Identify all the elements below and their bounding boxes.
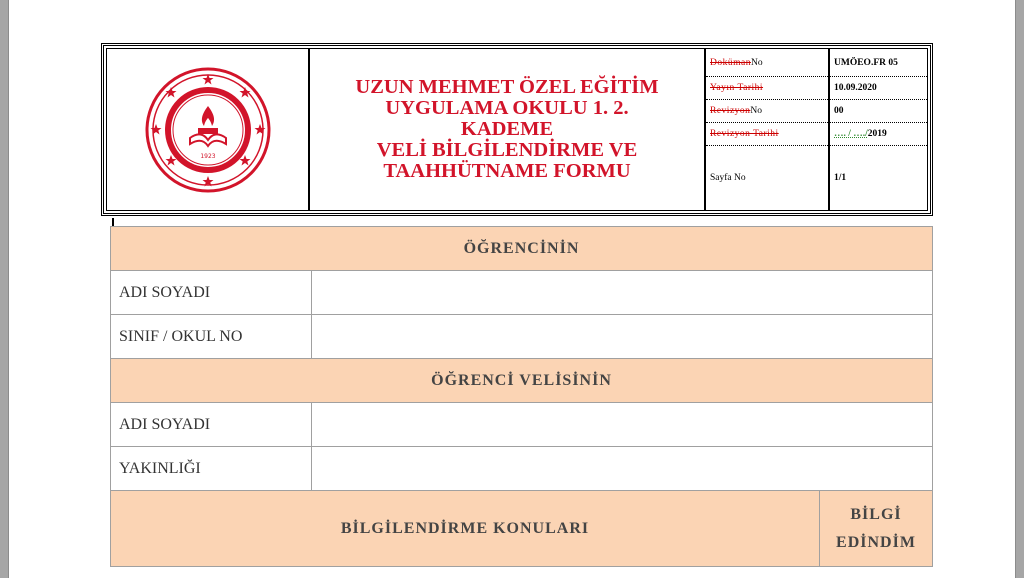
parent-section-row (111, 359, 933, 403)
title-line-5: TAAHHÜTNAME FORMU (383, 160, 631, 182)
form-header-table (101, 43, 933, 216)
meta-labels-column (705, 48, 829, 211)
student-name-field[interactable] (312, 271, 933, 315)
parent-name-field[interactable] (312, 403, 933, 447)
revision-date-blanks: …. / …./ (834, 129, 868, 139)
info-header-line-1: BİLGİ (850, 505, 902, 523)
student-name-row (111, 271, 933, 315)
revision-date-value (830, 123, 927, 146)
student-class-row (111, 315, 933, 359)
publish-date-value: 10.09.2020 (830, 77, 927, 100)
title-line-1: UZUN MEHMET ÖZEL EĞİTİM (355, 76, 659, 98)
info-acquired-header (820, 491, 933, 567)
doc-no-value: UMÖEO.FR 05 (830, 49, 927, 77)
parent-name-row (111, 403, 933, 447)
student-class-label: SINIF / OKUL NO (111, 315, 312, 359)
ministry-seal-cell (106, 48, 309, 211)
student-class-field[interactable] (312, 315, 933, 359)
revision-year: 2019 (867, 129, 887, 139)
parent-relation-row (111, 447, 933, 491)
title-line-3: KADEME (460, 118, 554, 140)
ministry-seal-logo (144, 66, 272, 194)
student-name-label: ADI SOYADI (111, 271, 312, 315)
publish-date-label (706, 77, 828, 100)
form-title-cell (309, 48, 705, 211)
meta-values-column (829, 48, 928, 211)
parent-relation-field[interactable] (312, 447, 933, 491)
student-section-header: ÖĞRENCİNİN (111, 227, 933, 271)
form-title (355, 77, 658, 182)
page-no-label-text: Sayfa No (710, 173, 746, 183)
parent-name-label: ADI SOYADI (111, 403, 312, 447)
doc-label-suffix: No (750, 57, 763, 68)
student-section-row (111, 227, 933, 271)
info-header-line-2: EDİNDİM (836, 533, 916, 551)
form-body-table (110, 226, 933, 567)
document-page (8, 0, 1016, 578)
doc-no-label (706, 49, 828, 77)
svg-text:1923: 1923 (199, 152, 216, 160)
revision-label-prefix: Revizyon (710, 106, 751, 116)
topics-header: BİLGİLENDİRME KONULARI (111, 491, 820, 567)
revision-no-label (706, 100, 828, 123)
revision-date-label-prefix: Revizyon Tarihi (710, 129, 779, 139)
page-no-value: 1/1 (834, 173, 847, 183)
doc-label-prefix: Doküman (710, 57, 751, 68)
parent-section-header: ÖĞRENCİ VELİSİNİN (111, 359, 933, 403)
title-line-2: UYGULAMA OKULU 1. 2. (385, 97, 629, 119)
revision-date-label (706, 123, 828, 146)
publish-label-prefix: Yayın Tarihi (710, 83, 764, 93)
revision-label-suffix: No (750, 106, 763, 116)
topics-header-row (111, 491, 933, 567)
title-line-4: VELİ BİLGİLENDİRME VE (376, 139, 638, 161)
revision-no-value: 00 (830, 100, 927, 123)
page-no-label (706, 146, 828, 210)
parent-relation-label: YAKINLIĞI (111, 447, 312, 491)
